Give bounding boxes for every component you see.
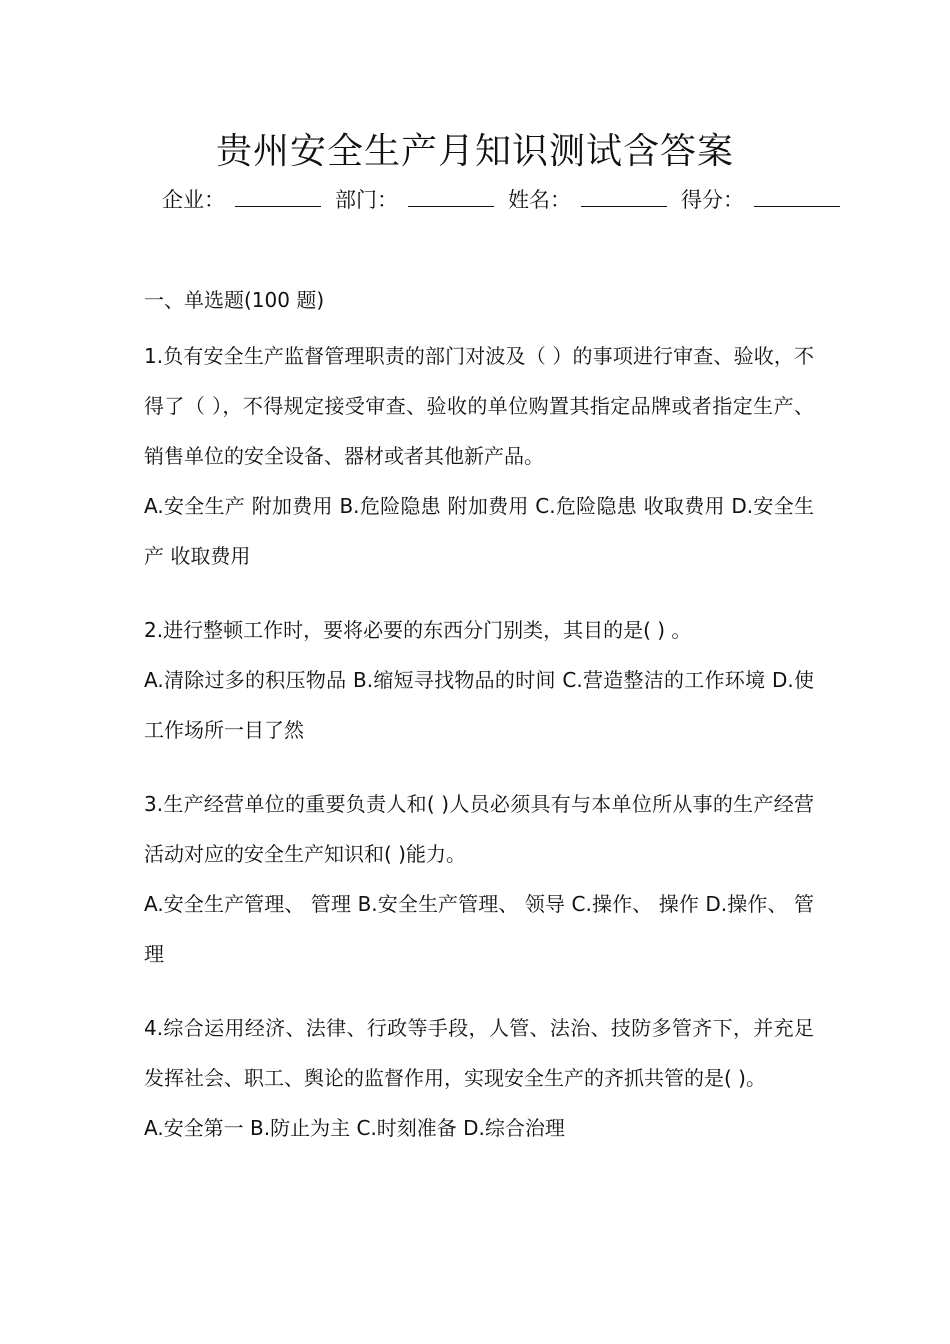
question-options: A.安全生产管理、 管理 B.安全生产管理、 领导 C.操作、 操作 D.操作、 管理 — [144, 892, 814, 966]
question-text: 3.生产经营单位的重要负责人和( )人员必须具有与本单位所从事的生产经营活动对应的安全生产知识和( )能力。 — [144, 792, 814, 866]
question-text: 1.负有安全生产监督管理职责的部门对波及（ ）的事项进行审查、验收，不得了（ ），不得规定接受审查、验收的单位购置其指定品牌或者指定生产、销售单位的安全设备、器材或者其他新产品。 — [144, 344, 814, 468]
question-1 — [144, 331, 814, 581]
document-title: 贵州安全生产月知识测试含答案 — [215, 131, 734, 172]
company-field — [162, 188, 325, 212]
info-row — [162, 184, 854, 216]
company-blank — [235, 188, 321, 207]
question-options: A.安全生产 附加费用 B.危险隐患 附加费用 C.危险隐患 收取费用 D.安全生产 收取费用 — [144, 494, 814, 568]
department-blank — [408, 188, 494, 207]
name-blank — [581, 188, 667, 207]
department-field — [335, 188, 498, 212]
score-field — [681, 188, 844, 212]
score-blank — [754, 188, 840, 207]
question-3 — [144, 779, 814, 979]
question-options: A.安全第一 B.防止为主 C.时刻准备 D.综合治理 — [144, 1116, 565, 1140]
question-options: A.清除过多的积压物品 B.缩短寻找物品的时间 C.营造整洁的工作环境 D.使工作场所一目了然 — [144, 668, 814, 742]
score-label: 得分： — [681, 188, 744, 212]
question-text: 4.综合运用经济、法律、行政等手段，人管、法治、技防多管齐下，并充足发挥社会、职工、舆论的监督作用，实现安全生产的齐抓共管的是( )。 — [144, 1016, 814, 1090]
questions-content — [144, 286, 814, 1177]
question-2 — [144, 605, 814, 755]
company-label: 企业： — [162, 188, 225, 212]
name-label: 姓名： — [508, 188, 571, 212]
department-label: 部门： — [335, 188, 398, 212]
question-text: 2.进行整顿工作时，要将必要的东西分门别类，其目的是( ) 。 — [144, 618, 692, 642]
name-field — [508, 188, 671, 212]
section-heading: 一、单选题(100 题) — [144, 288, 325, 312]
question-4 — [144, 1003, 814, 1153]
